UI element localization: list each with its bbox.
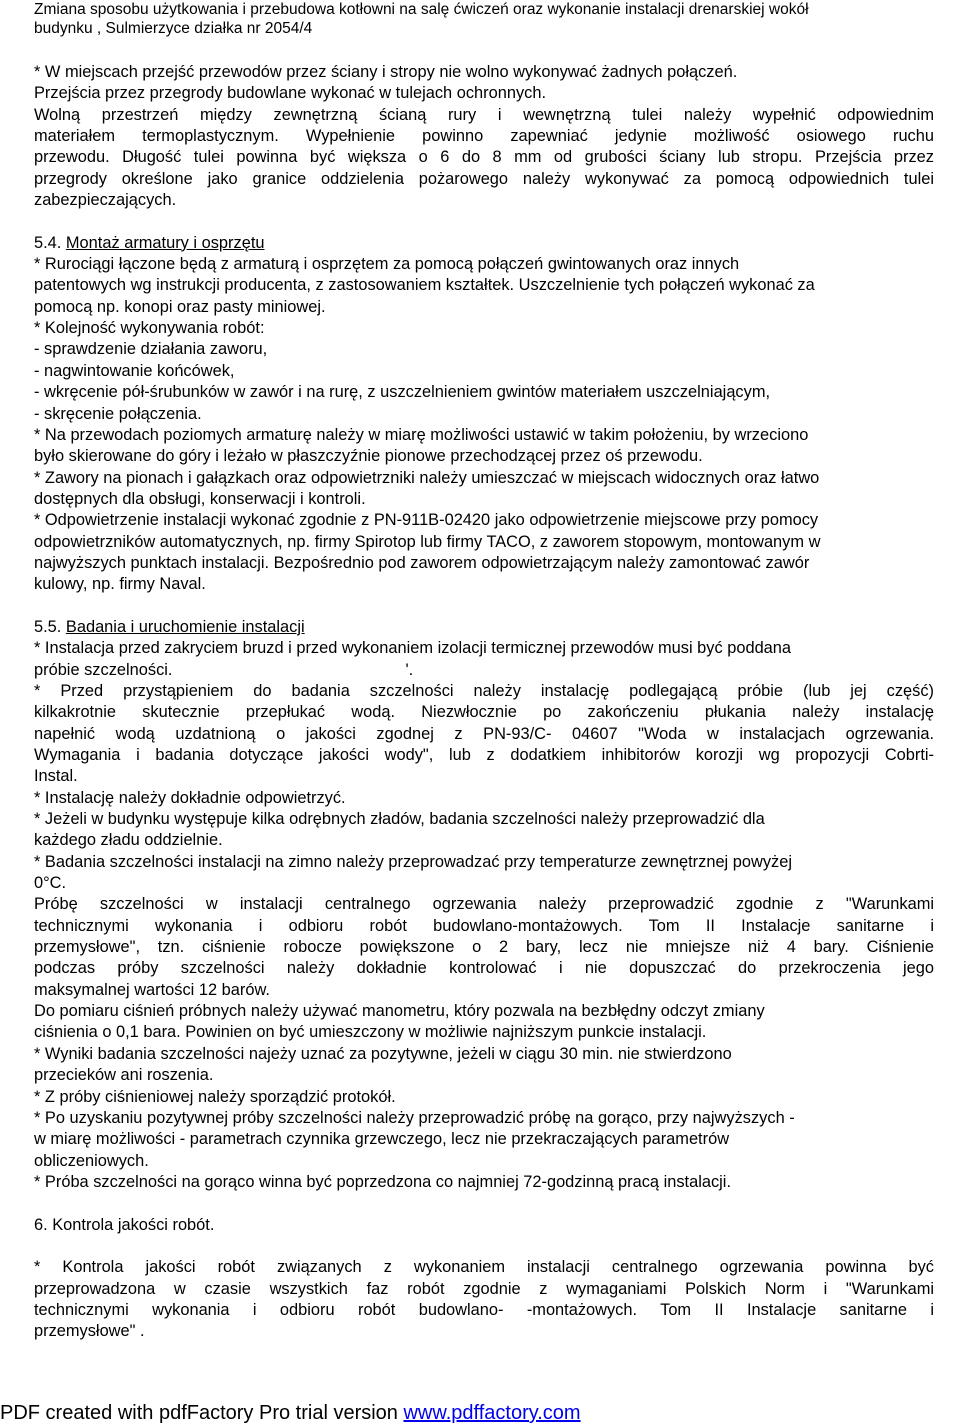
text-line: Instal. <box>34 767 78 786</box>
text-line: * Odpowietrzenie instalacji wykonać zgodnie z PN-911B-02420 jako odpowietrzenie miejscowe przy pomocy <box>34 511 819 530</box>
text-line: przewodu. Długość tulei powinna być większa o 6 do 8 mm od grubości ściany lub stropu. Przejścia przez <box>34 148 934 167</box>
text-line: Wolną przestrzeń między zewnętrzną ścianą rury i wewnętrzną tulei należy wypełnić odpowiednim <box>34 105 934 124</box>
text-line: Próbę szczelności w instalacji centralnego ogrzewania należy przeprowadzić zgodnie z "Warunkami <box>34 895 934 914</box>
section-number: 5.5. <box>34 617 66 636</box>
section-5-5 <box>34 617 934 1193</box>
spacer <box>34 1193 934 1214</box>
page-header <box>34 0 944 38</box>
pdf-footer <box>0 1400 960 1426</box>
text-line: Przejścia przez przegrody budowlane wykonać w tulejach ochronnych. <box>34 84 547 103</box>
spacer <box>34 211 934 232</box>
text-line: * Badania szczelności instalacji na zimno należy przeprowadzać przy temperaturze zewnętrznej powyżej <box>34 852 792 871</box>
text-line: technicznymi wykonania i odbioru robót budowlano- -montażowych. Tom II Instalacje sanitarne i <box>34 1300 934 1319</box>
footer-link[interactable]: www.pdffactory.com <box>403 1402 581 1424</box>
text-line: w miarę możliwości - parametrach czynnika grzewczego, lecz nie przekraczających parametrów <box>34 1130 730 1149</box>
section-title: Badania i uruchomienie instalacji <box>65 617 305 636</box>
section-5-4 <box>34 233 934 596</box>
text-fragment: '. <box>405 660 414 679</box>
text-line: * Instalację należy dokładnie odpowietrzyć. <box>34 788 346 807</box>
spacer <box>34 1236 934 1257</box>
text-line: przeprowadzona w czasie wszystkich faz robót zgodnie z wymaganiami Polskich Norm i "Warunkami <box>34 1279 934 1298</box>
header-line: Zmiana sposobu użytkowania i przebudowa kotłowni na salę ćwiczeń oraz wykonanie instalacji drenarskiej wokół <box>34 1 809 18</box>
section-heading <box>34 617 934 638</box>
text-line: * Na przewodach poziomych armaturę należy w miarę możliwości ustawić w takim położeniu, by wrzeciono <box>34 425 809 444</box>
text-line: każdego zładu oddzielnie. <box>34 831 223 850</box>
text-line: maksymalnej wartości 12 barów. <box>34 980 270 999</box>
text-line: * Przed przystąpieniem do badania szczelności należy instalację podlegającą próbie (lub jej część) <box>34 681 934 700</box>
text-line: materiałem termoplastycznym. Wypełnienie powinno zapewniać jedynie możliwość osiowego ruchu <box>34 127 934 146</box>
text-line: 0°C. <box>34 874 67 893</box>
text-line: * Wyniki badania szczelności najeży uznać za pozytywne, jeżeli w ciągu 30 min. nie stwierdzono <box>34 1044 732 1063</box>
text-line: * Kontrola jakości robót związanych z wykonaniem instalacji centralnego ogrzewania powinna być <box>34 1258 934 1277</box>
text-line: przemysłowe" . <box>34 1322 145 1341</box>
text-line: najwyższych punktach instalacji. Bezpośrednio pod zaworem odpowietrzającym należy zamontować zawór <box>34 553 810 572</box>
text-line: ciśnienia o 0,1 bara. Powinien on być umieszczony w możliwie najniższym punkcie instalacji. <box>34 1023 707 1042</box>
section-number: 5.4. <box>34 233 66 252</box>
text-line: pomocą np. konopi oraz pasty miniowej. <box>34 297 326 316</box>
text-line: - skręcenie połączenia. <box>34 404 202 423</box>
text-line: * Próba szczelności na gorąco winna być poprzedzona co najmniej 72-godzinną pracą instalacji. <box>34 1172 732 1191</box>
text-line: kilkakrotnie skutecznie przepłukać wodą. Niezwłocznie po zakończeniu płukania należy instalację <box>34 703 934 722</box>
text-line: - sprawdzenie działania zaworu, <box>34 340 268 359</box>
text-line: napełnić wodą uzdatnioną o jakości zgodnej z PN-93/C- 04607 "Woda w instalacjach ogrzewania. <box>34 724 934 743</box>
text-line: * Po uzyskaniu pozytywnej próby szczelności należy przeprowadzić próbę na gorąco, przy najwyższych - <box>34 1108 795 1127</box>
text-line: Wymagania i badania dotyczące jakości wody", lub z dodatkiem inhibitorów korozji wg propozycji Cobrti- <box>34 746 934 764</box>
text-line: podczas próby szczelności należy dokładnie kontrolować i nie dopuszczać do przekroczenia jego <box>34 959 934 978</box>
text-line: - nagwintowanie końcówek, <box>34 361 235 380</box>
text-line: patentowych wg instrukcji producenta, z zastosowaniem kształtek. Uszczelnienie tych połączeń wykonać za <box>34 276 815 295</box>
text-line: przemysłowe", tzn. ciśnienie robocze powiększone o 2 bary, lecz nie mniejsze niż 4 bary. Ciśnienie <box>34 938 934 957</box>
text-line: przecieków ani roszenia. <box>34 1066 214 1085</box>
text-line: kulowy, np. firmy Naval. <box>34 575 206 594</box>
text-line: * Zawory na pionach i gałązkach oraz odpowietrzniki należy umieszczać w miejscach widocznych oraz łatwo <box>34 468 820 487</box>
header-line: budynku , Sulmierzyce działka nr 2054/4 <box>34 20 313 37</box>
text-line: * Jeżeli w budynku występuje kilka odrębnych zładów, badania szczelności należy przeprowadzić dla <box>34 810 765 829</box>
section-title: Montaż armatury i osprzętu <box>65 233 265 252</box>
text-line: odpowietrzników automatycznych, np. firmy Spirotop lub firmy TACO, z zaworem stopowym, montowanym w <box>34 532 821 551</box>
text-line: technicznymi wykonania i odbioru robót budowlano-montażowych. Tom II Instalacje sanitarne i <box>34 916 934 935</box>
text-line: * Rurociągi łączone będą z armaturą i osprzętem za pomocą połączeń gwintowanych oraz innych <box>34 255 740 274</box>
section-6 <box>34 1215 934 1343</box>
document-body <box>34 62 934 1343</box>
text-line: * W miejscach przejść przewodów przez ściany i stropy nie wolno wykonywać żadnych połączeń. <box>34 63 738 81</box>
text-line: było skierowane do góry i leżało w płaszczyźnie pionowe przechodzącej przez oś przewodu. <box>34 447 703 466</box>
footer-text: PDF created with pdfFactory Pro trial version <box>0 1402 404 1424</box>
text-line: obliczeniowych. <box>34 1151 149 1170</box>
text-line: dostępnych dla obsługi, konserwacji i kontroli. <box>34 489 366 508</box>
section-heading <box>34 233 934 254</box>
section-heading: 6. Kontrola jakości robót. <box>34 1215 215 1234</box>
text-line: * Instalacja przed zakryciem bruzd i przed wykonaniem izolacji termicznej przewodów musi być poddana <box>34 639 792 658</box>
text-fragment: próbie szczelności. <box>34 660 173 679</box>
text-line: zabezpieczających. <box>34 191 177 210</box>
section-wall-passages <box>34 62 934 211</box>
text-line <box>34 660 934 681</box>
text-line: Do pomiaru ciśnień próbnych należy używać manometru, który pozwala na bezbłędny odczyt zmiany <box>34 1002 765 1021</box>
text-line: * Kolejność wykonywania robót: <box>34 319 265 338</box>
text-line: * Z próby ciśnieniowej należy sporządzić protokół. <box>34 1087 396 1106</box>
text-line: - wkręcenie pół-śrubunków w zawór i na rurę, z uszczelnieniem gwintów materiałem uszczelniającym, <box>34 383 771 402</box>
spacer <box>34 596 934 617</box>
text-line: przegrody określone jako granice oddzielenia pożarowego należy wykonywać za pomocą odpowiednich tulei <box>34 169 934 188</box>
